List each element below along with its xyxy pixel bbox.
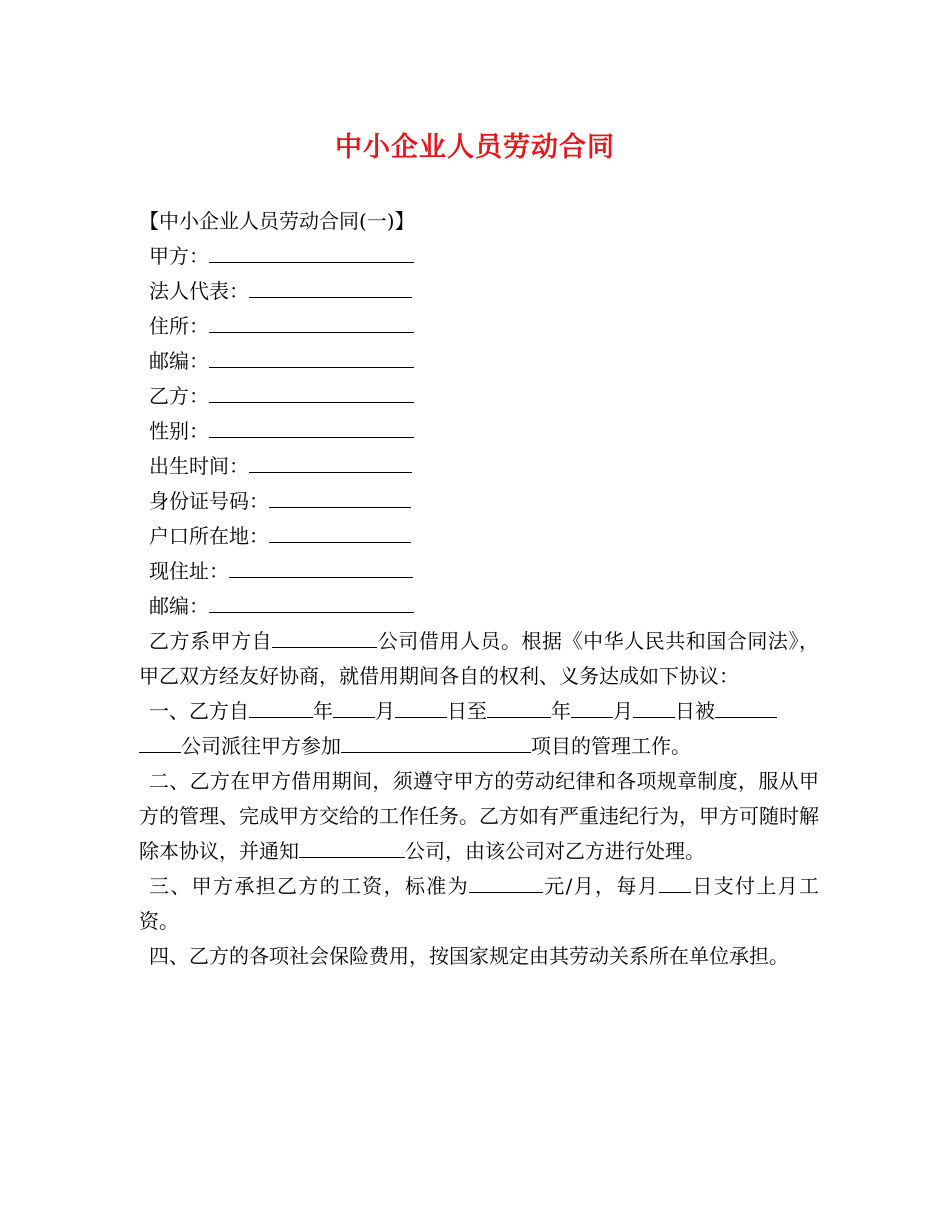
blank-line xyxy=(249,450,412,473)
blank-line xyxy=(139,730,181,753)
blank-line xyxy=(333,695,375,718)
clause-1-year: 年 xyxy=(313,699,333,723)
clause-1-year-2: 年 xyxy=(551,699,571,723)
blank-line xyxy=(299,835,405,858)
field-label: 乙方： xyxy=(149,384,209,408)
blank-line xyxy=(209,415,414,438)
field-party-b xyxy=(139,379,819,414)
field-label: 邮编： xyxy=(149,594,209,618)
clause-3-text: 三、甲方承担乙方的工资，标准为 xyxy=(149,874,469,898)
field-postcode-b xyxy=(139,589,819,624)
field-label: 住所： xyxy=(149,314,209,338)
field-gender xyxy=(139,414,819,449)
clause-4-text: 四、乙方的各项社会保险费用，按国家规定由其劳动关系所在单位承担。 xyxy=(149,944,789,968)
field-label: 法人代表： xyxy=(149,279,249,303)
field-address xyxy=(139,309,819,344)
section-heading: 【中小企业人员劳动合同(一)】 xyxy=(139,209,415,233)
field-label: 性别： xyxy=(149,419,209,443)
blank-line xyxy=(341,730,531,753)
blank-line xyxy=(715,695,777,718)
field-label: 出生时间： xyxy=(149,454,249,478)
field-label: 邮编： xyxy=(149,349,209,373)
blank-line xyxy=(209,380,414,403)
clause-2-end: 公司，由该公司对乙方进行处理。 xyxy=(405,839,705,863)
clause-4 xyxy=(139,939,819,974)
field-birth-date xyxy=(139,449,819,484)
field-household-registration xyxy=(139,519,819,554)
blank-line xyxy=(395,695,447,718)
field-label: 户口所在地： xyxy=(149,524,269,548)
blank-line xyxy=(659,870,691,893)
intro-text-2: 公司借用人员。根据《中华人民共和国合同法》，甲乙双方经友好协商，就借用期间各自的权利、义务达成如下协议： xyxy=(139,629,820,688)
clause-1-company: 公司派往甲方参加 xyxy=(181,734,341,758)
blank-line xyxy=(469,870,543,893)
blank-line xyxy=(269,485,411,508)
field-party-a xyxy=(139,239,819,274)
field-postcode xyxy=(139,344,819,379)
blank-line xyxy=(571,695,613,718)
intro-text-1: 乙方系甲方自 xyxy=(149,629,273,653)
field-current-address xyxy=(139,554,819,589)
blank-line xyxy=(209,310,414,333)
clause-1-day-to: 日至 xyxy=(447,699,487,723)
field-label: 身份证号码： xyxy=(149,489,269,513)
clause-3-end: 日支付上月工资。 xyxy=(139,874,820,933)
intro-paragraph xyxy=(139,624,819,694)
field-label: 现住址： xyxy=(149,559,229,583)
clause-2 xyxy=(139,764,819,869)
blank-line xyxy=(272,625,377,648)
blank-line xyxy=(269,520,411,543)
blank-line xyxy=(249,695,313,718)
field-label: 甲方： xyxy=(149,244,209,268)
blank-line xyxy=(209,590,414,613)
document-title: 中小企业人员劳动合同 xyxy=(335,132,615,163)
clause-1-month-2: 月 xyxy=(613,699,633,723)
blank-line xyxy=(487,695,551,718)
contract-body xyxy=(139,204,819,974)
clause-2-text: 二、乙方在甲方借用期间，须遵守甲方的劳动纪律和各项规章制度，服从甲方的管理、完成甲方交给的工作任务。乙方如有严重违纪行为，甲方可随时解除本协议，并通知 xyxy=(139,769,819,863)
blank-line xyxy=(209,240,414,263)
clause-3 xyxy=(139,869,819,939)
clause-1-text: 一、乙方自 xyxy=(149,699,249,723)
blank-line xyxy=(633,695,675,718)
blank-line xyxy=(209,345,414,368)
blank-line xyxy=(229,555,413,578)
field-id-number xyxy=(139,484,819,519)
clause-1 xyxy=(139,694,819,764)
field-legal-rep xyxy=(139,274,819,309)
clause-1-day-by: 日被 xyxy=(675,699,715,723)
clause-1-end: 项目的管理工作。 xyxy=(531,734,691,758)
clause-3-mid: 元/月，每月 xyxy=(542,874,660,898)
clause-1-month: 月 xyxy=(375,699,395,723)
blank-line xyxy=(249,275,412,298)
